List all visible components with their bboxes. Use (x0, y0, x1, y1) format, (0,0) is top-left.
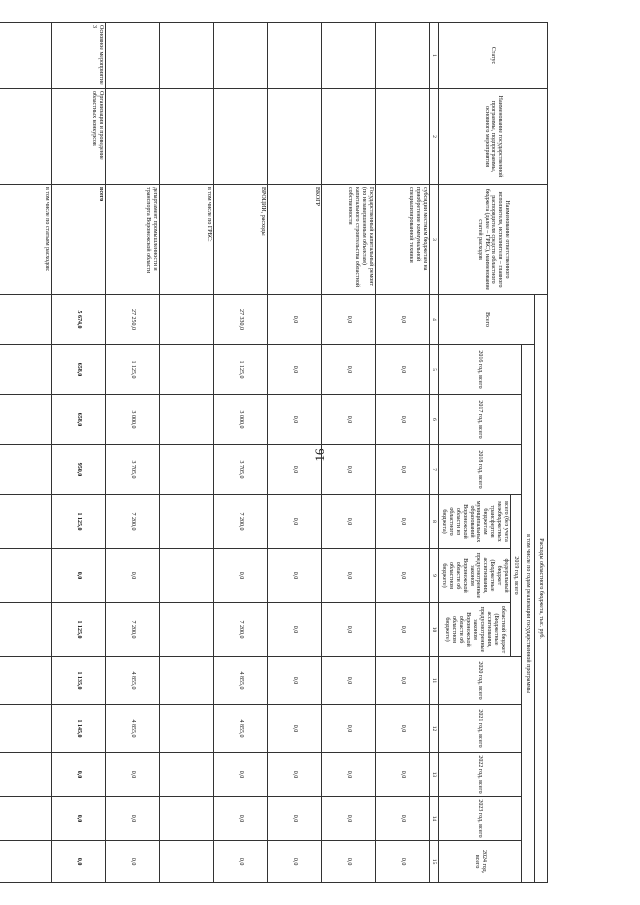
value-cell: 0,0 (322, 549, 376, 603)
status-cell (160, 23, 214, 89)
value-cell: 0,0 (106, 549, 160, 603)
header-program-name: Наименование государственной программы, подпрограммы, основного мероприятия (439, 89, 548, 185)
value-cell: 0,0 (376, 495, 430, 549)
value-cell: 0,0 (322, 797, 376, 841)
value-cell (0, 345, 52, 395)
column-index-cell: 10 (430, 603, 439, 657)
program-name-cell (376, 89, 430, 185)
value-cell (160, 445, 214, 495)
program-name-cell (0, 89, 52, 185)
value-cell (0, 657, 52, 705)
program-name-cell (214, 89, 268, 185)
header-2018: 2018 год, всего (439, 445, 522, 495)
status-cell (0, 23, 52, 89)
column-index-cell: 8 (430, 495, 439, 549)
column-index-cell: 12 (430, 705, 439, 753)
value-cell: 0,0 (268, 549, 322, 603)
column-index-cell: 14 (430, 797, 439, 841)
value-cell: 0,0 (268, 797, 322, 841)
value-cell: 0,0 (52, 797, 106, 841)
value-cell: 4 855,0 (214, 657, 268, 705)
value-cell (0, 395, 52, 445)
value-cell: 1 125,0 (106, 345, 160, 395)
value-cell (0, 603, 52, 657)
column-index-cell: 4 (430, 295, 439, 345)
header-2017: 2017 год, всего (439, 395, 522, 445)
value-cell: 0,0 (322, 603, 376, 657)
gov-body-cell: субсидии местным бюджетам на приобретение коммунальной специализированной техники (376, 185, 430, 295)
value-cell: 0,0 (322, 495, 376, 549)
header-2021: 2021 год, всего (439, 705, 522, 753)
gov-body-cell: в том числе по ГРБС: (160, 185, 214, 295)
status-cell: Основное мероприятие 3 (52, 23, 106, 89)
value-cell (160, 345, 214, 395)
value-cell: 7 200,0 (106, 603, 160, 657)
value-cell: 0,0 (376, 549, 430, 603)
table-row (106, 23, 160, 883)
value-cell (160, 753, 214, 797)
value-cell (160, 395, 214, 445)
value-cell (0, 295, 52, 345)
header-2024: 2024 год, всего (439, 841, 522, 883)
column-index-row (430, 23, 439, 883)
value-cell: 0,0 (268, 841, 322, 883)
value-cell: 0,0 (322, 345, 376, 395)
value-cell: 0,0 (376, 445, 430, 495)
table-row (268, 23, 322, 883)
value-cell: 0,0 (322, 395, 376, 445)
value-cell: 0,0 (52, 753, 106, 797)
value-cell (0, 495, 52, 549)
value-cell: 1 145,0 (52, 705, 106, 753)
header-2016: 2016 год, всего (439, 345, 522, 395)
status-cell (376, 23, 430, 89)
table-row (322, 23, 376, 883)
value-cell (0, 445, 52, 495)
status-cell (106, 23, 160, 89)
value-cell: 950,0 (52, 445, 106, 495)
value-cell (160, 657, 214, 705)
value-cell: 0,0 (376, 395, 430, 445)
value-cell: 0,0 (322, 445, 376, 495)
value-cell: 27 250,0 (106, 295, 160, 345)
header-2022: 2022 год, всего (439, 753, 522, 797)
header-2020: 2020 год, всего (439, 657, 522, 705)
status-cell (268, 23, 322, 89)
value-cell: 7 200,0 (106, 495, 160, 549)
program-name-cell: Организация и проведение областных конкурсов (52, 89, 106, 185)
value-cell: 3 000,0 (214, 395, 268, 445)
value-cell (0, 753, 52, 797)
value-cell: 0,0 (376, 753, 430, 797)
table-row (52, 23, 106, 883)
gov-body-cell: департамент промышленности и транспорта Воронежской области (106, 185, 160, 295)
program-name-cell (268, 89, 322, 185)
value-cell: 658,0 (52, 395, 106, 445)
value-cell: 658,0 (52, 345, 106, 395)
value-cell: 0,0 (322, 841, 376, 883)
header-2019-federal: федеральный бюджет (Бюджетные ассигнования, предусмотренные законом Воронежской области об областном бюджете) (439, 549, 511, 603)
table-row (376, 23, 430, 883)
value-cell: 0,0 (268, 345, 322, 395)
value-cell: 0,0 (376, 657, 430, 705)
column-index-cell: 7 (430, 445, 439, 495)
header-status: Статус (439, 23, 548, 89)
gov-body-cell: ВРОЦИИ, расходы (214, 185, 268, 295)
value-cell: 0,0 (376, 841, 430, 883)
value-cell: 0,0 (214, 549, 268, 603)
gov-body-cell: в том числе по статьям расходов: (0, 185, 52, 295)
column-index-cell: 2 (430, 89, 439, 185)
value-cell: 0,0 (106, 753, 160, 797)
value-cell (160, 603, 214, 657)
value-cell: 0,0 (322, 705, 376, 753)
program-name-cell (160, 89, 214, 185)
rotated-table-container (44, 22, 548, 882)
value-cell: 5 674,0 (52, 295, 106, 345)
value-cell: 1 125,0 (214, 345, 268, 395)
header-expenses: Расходы областного бюджета, тыс. руб. (535, 295, 548, 883)
status-cell (322, 23, 376, 89)
column-index-cell: 9 (430, 549, 439, 603)
header-2019-regional: областной бюджет (Бюджетные ассигнования, предусмотренные законом Воронежской области об областном бюджете) (439, 603, 511, 657)
value-cell (0, 705, 52, 753)
value-cell: 4 855,0 (214, 705, 268, 753)
value-cell: 3 000,0 (106, 395, 160, 445)
table-row (214, 23, 268, 883)
value-cell: 0,0 (322, 295, 376, 345)
expenses-table (0, 22, 548, 883)
value-cell: 1 125,0 (52, 495, 106, 549)
value-cell (0, 841, 52, 883)
value-cell: 0,0 (268, 495, 322, 549)
header-2023: 2023 год, всего (439, 797, 522, 841)
column-index-cell: 5 (430, 345, 439, 395)
value-cell: 0,0 (268, 603, 322, 657)
column-index-cell: 11 (430, 657, 439, 705)
column-index-cell: 15 (430, 841, 439, 883)
value-cell: 0,0 (322, 753, 376, 797)
value-cell: 0,0 (376, 603, 430, 657)
table-body (0, 23, 430, 883)
header-2019: 2019 год, всего (511, 495, 522, 657)
value-cell (0, 549, 52, 603)
value-cell: 0,0 (376, 345, 430, 395)
value-cell (0, 797, 52, 841)
value-cell: 0,0 (268, 445, 322, 495)
value-cell: 0,0 (106, 797, 160, 841)
value-cell: 27 330,0 (214, 295, 268, 345)
value-cell: 0,0 (268, 753, 322, 797)
value-cell: 7 200,0 (214, 603, 268, 657)
value-cell: 0,0 (376, 295, 430, 345)
value-cell (160, 495, 214, 549)
table-row (160, 23, 214, 883)
status-cell (214, 23, 268, 89)
value-cell: 3 705,0 (106, 445, 160, 495)
program-name-cell (106, 89, 160, 185)
value-cell: 0,0 (106, 841, 160, 883)
header-by-years: в том числе по годам реализации государственной программы (522, 345, 535, 883)
value-cell: 0,0 (214, 797, 268, 841)
value-cell: 1 135,0 (52, 657, 106, 705)
value-cell: 0,0 (268, 295, 322, 345)
column-index-cell: 1 (430, 23, 439, 89)
value-cell (160, 841, 214, 883)
value-cell: 0,0 (52, 549, 106, 603)
value-cell (160, 549, 214, 603)
header-2019-total: всего (без учета межбюджетных трансфертов бюджетам муниципальных образований Воронежской области из областного бюджета) (439, 495, 511, 549)
value-cell: 1 125,0 (52, 603, 106, 657)
value-cell: 3 705,0 (214, 445, 268, 495)
column-index-cell: 13 (430, 753, 439, 797)
value-cell: 0,0 (268, 705, 322, 753)
value-cell: 0,0 (52, 841, 106, 883)
program-name-cell (322, 89, 376, 185)
header-gov-body: Наименование ответственного исполнителя, исполнителя – главного распорядителя средств областного бюджета (далее – ГРБС), наименование статей расходов (439, 185, 548, 295)
value-cell: 4 855,0 (106, 705, 160, 753)
table-row (0, 23, 52, 883)
value-cell: 0,0 (376, 705, 430, 753)
value-cell: 4 855,0 (106, 657, 160, 705)
column-index-cell: 3 (430, 185, 439, 295)
gov-body-cell: всего (52, 185, 106, 295)
header-total: Всего (439, 295, 535, 345)
column-index-cell: 6 (430, 395, 439, 445)
value-cell (160, 797, 214, 841)
value-cell (160, 705, 214, 753)
value-cell: 0,0 (268, 395, 322, 445)
value-cell: 7 200,0 (214, 495, 268, 549)
value-cell (160, 295, 214, 345)
value-cell: 0,0 (322, 657, 376, 705)
value-cell: 0,0 (376, 797, 430, 841)
page-number: 16 (312, 448, 327, 462)
gov-body-cell: ВКОГР (268, 185, 322, 295)
value-cell: 0,0 (268, 657, 322, 705)
value-cell: 0,0 (214, 753, 268, 797)
gov-body-cell: Государственный капитальный ремонт (по незавершенным объектам) капитального строительства областной собственности (322, 185, 376, 295)
value-cell: 0,0 (214, 841, 268, 883)
